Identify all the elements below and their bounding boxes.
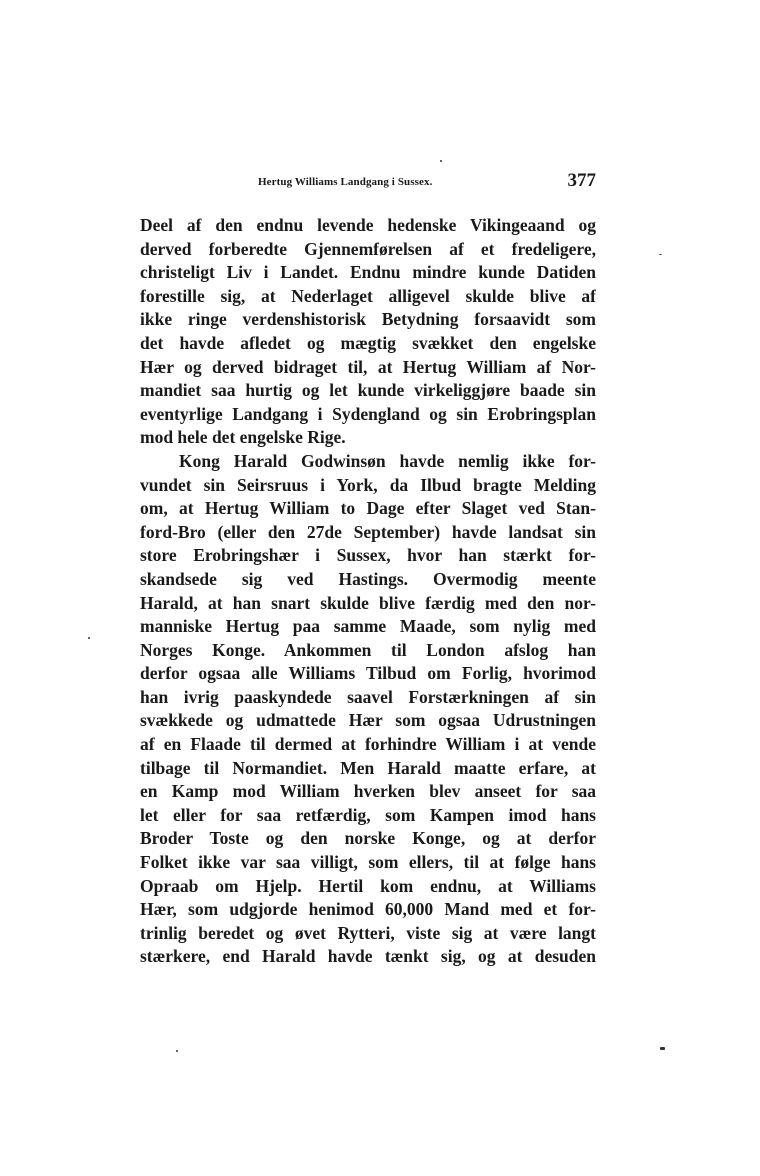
text-line: trinlig beredet og øvet Rytteri, viste sig at være langt — [140, 922, 596, 943]
text-line: Norges Konge. Ankommen til London afslog han — [140, 639, 596, 660]
text-line: christeligt Liv i Landet. Endnu mindre kunde Datiden — [140, 262, 596, 283]
text-line: Broder Toste og den norske Konge, og at derfor — [140, 828, 596, 849]
text-line: manniske Hertug paa samme Maade, som nylig med — [140, 616, 596, 637]
text-line: svækkede og udmattede Hær som ogsaa Udrustningen — [140, 710, 596, 731]
text-line: det havde afledet og mægtig svækket den engelske — [140, 332, 596, 353]
scan-speck — [176, 1050, 178, 1052]
text-line: han ivrig paaskyndede saavel Forstærkningen af sin — [140, 686, 596, 707]
page-number: 377 — [567, 170, 596, 191]
text-line: Harald, at han snart skulde blive færdig med den nor- — [140, 592, 596, 613]
text-line: let eller for saa retfærdig, som Kampen imod hans — [140, 804, 596, 825]
scan-speck — [440, 160, 442, 162]
text-line: ikke ringe verdenshistorisk Betydning forsaavidt som — [140, 309, 596, 330]
running-header — [140, 172, 596, 196]
text-line: ford-Bro (eller den 27de September) havde landsat sin — [140, 521, 596, 542]
text-line: af en Flaade til dermed at forhindre William i at vende — [140, 734, 596, 755]
scan-speck — [660, 1047, 665, 1050]
text-line: eventyrlige Landgang i Sydengland og sin Erobringsplan — [140, 403, 596, 424]
text-line: Deel af den endnu levende hedenske Vikingeaand og — [140, 215, 596, 235]
text-line: mod hele det engelske Rige. — [140, 427, 346, 448]
text-line: derfor ogsaa alle Williams Tilbud om Forlig, hvorimod — [140, 663, 596, 684]
body-text — [140, 214, 596, 969]
text-line: skandsede sig ved Hastings. Overmodig meente — [140, 568, 596, 589]
text-line: Hær, som udgjorde henimod 60,000 Mand med et for- — [140, 899, 596, 920]
text-line: tilbage til Normandiet. Men Harald maatte erfare, at — [140, 757, 596, 778]
text-line: om, at Hertug William to Dage efter Slaget ved Stan- — [140, 498, 596, 519]
text-line: vundet sin Seirsruus i York, da Ilbud bragte Melding — [140, 474, 596, 495]
text-line: Hær og derved bidraget til, at Hertug William af Nor- — [140, 356, 596, 377]
text-line: mandiet saa hurtig og let kunde virkeliggjøre baade sin — [140, 380, 596, 401]
text-line: Kong Harald Godwinsøn havde nemlig ikke for- — [179, 450, 596, 471]
text-line: Folket ikke var saa villigt, som ellers, til at følge hans — [140, 852, 596, 873]
text-line: derved forberedte Gjennemførelsen af et fredeligere, — [140, 238, 596, 259]
scan-speck — [88, 637, 90, 639]
text-line: stærkere, end Harald havde tænkt sig, og at desuden — [140, 946, 596, 967]
text-line: store Erobringshær i Sussex, hvor han stærkt for- — [140, 545, 596, 566]
text-line: en Kamp mod William hverken blev anseet for saa — [140, 781, 596, 802]
text-line: Opraab om Hjelp. Hertil kom endnu, at Williams — [140, 875, 596, 896]
text-line: forestille sig, at Nederlaget alligevel skulde blive af — [140, 285, 596, 306]
running-title: Hertug Williams Landgang i Sussex. — [258, 176, 433, 188]
scan-speck — [659, 254, 662, 255]
